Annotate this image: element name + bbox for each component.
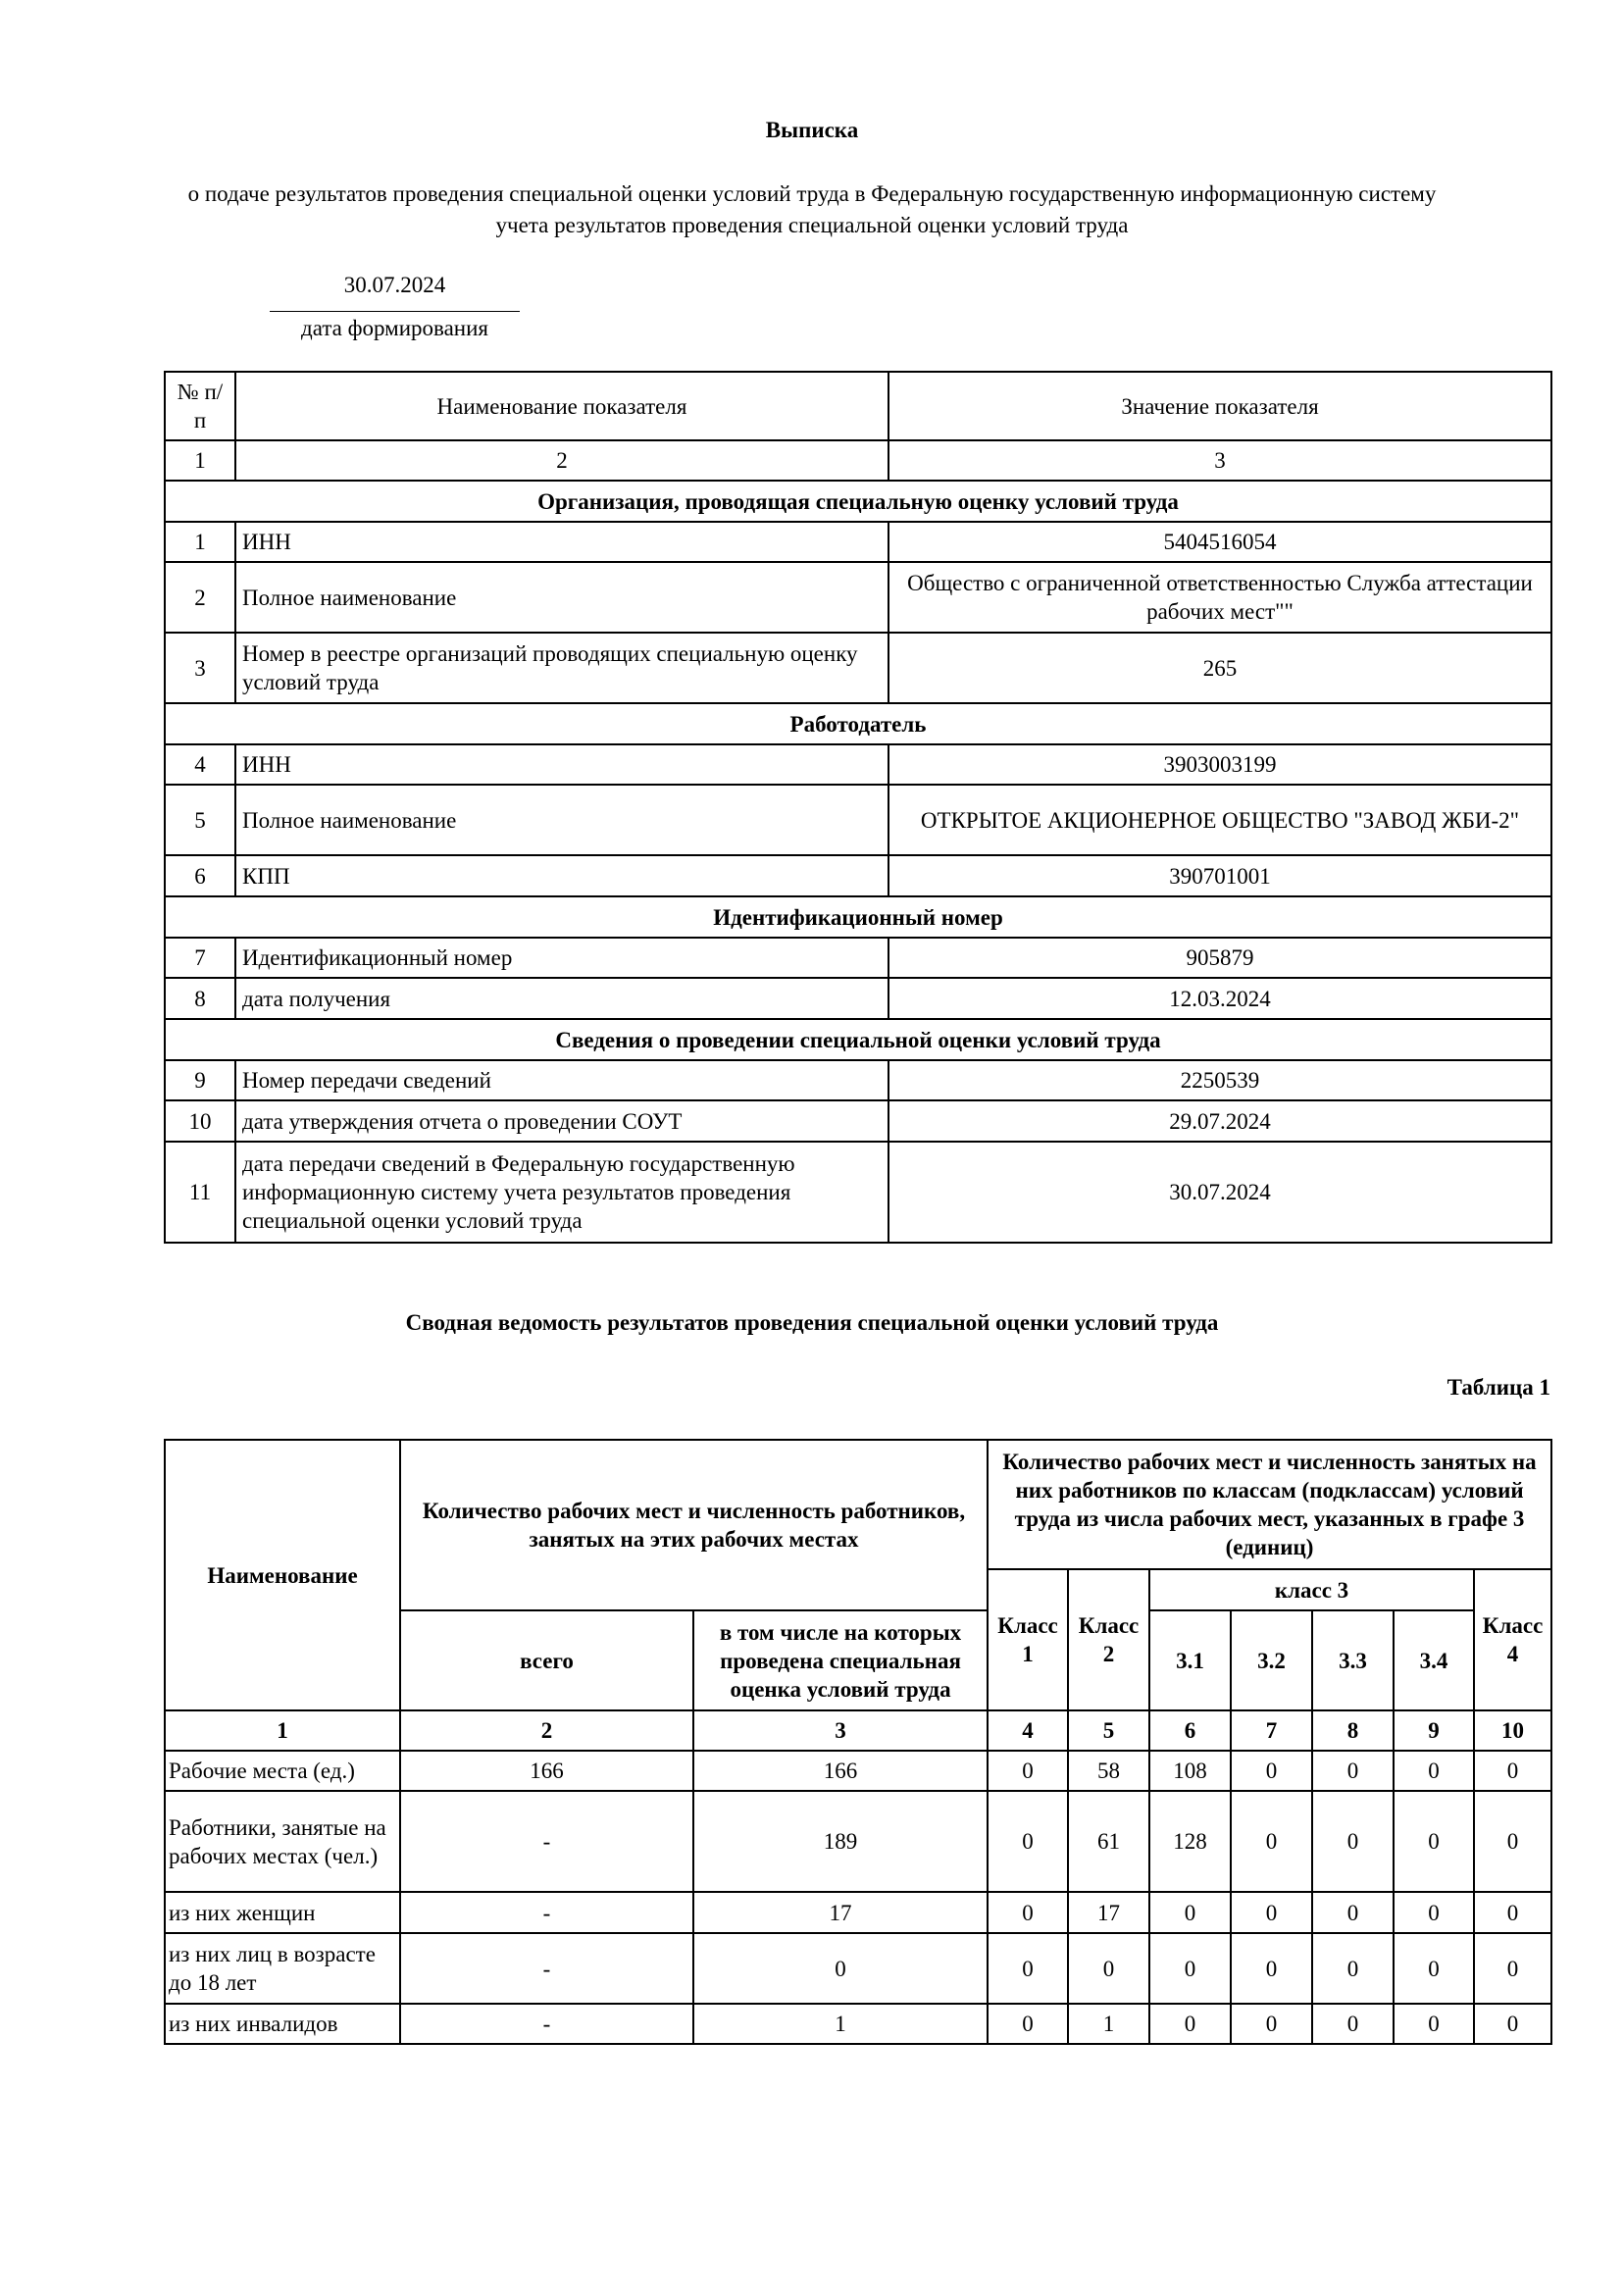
summary-cell: 0 (1149, 1892, 1231, 1933)
row-number: 1 (165, 522, 235, 562)
colnum-cell: 9 (1394, 1710, 1474, 1751)
row-number: 11 (165, 1142, 235, 1243)
colnum-cell: 10 (1474, 1710, 1551, 1751)
summary-cell: 0 (1312, 1751, 1394, 1791)
row-number: 5 (165, 785, 235, 855)
header-class-3: класс 3 (1149, 1569, 1474, 1610)
header-num: № п/п (165, 372, 235, 440)
section-info-title: Сведения о проведении специальной оценки условий труда (165, 1019, 1551, 1060)
summary-row-women (165, 1892, 1551, 1933)
section-employer-title: Работодатель (165, 703, 1551, 744)
summary-cell: 0 (1394, 1933, 1474, 2004)
summary-cell: 0 (1474, 1791, 1551, 1892)
row-value: 265 (888, 633, 1551, 703)
summary-cell: - (400, 1791, 693, 1892)
colnum-cell: 8 (1312, 1710, 1394, 1751)
summary-row-disabled (165, 2004, 1551, 2044)
summary-row-label: из них инвалидов (165, 2004, 400, 2044)
summary-cell: 0 (1068, 1933, 1149, 2004)
table-number-label: Таблица 1 (1446, 1375, 1550, 1400)
row-value: 29.07.2024 (888, 1100, 1551, 1142)
summary-cell: 0 (1474, 2004, 1551, 2044)
summary-cell: 0 (1149, 1933, 1231, 2004)
row-name: Полное наименование (235, 562, 888, 633)
summary-row-label: из них женщин (165, 1892, 400, 1933)
summary-cell: 189 (693, 1791, 988, 1892)
summary-table (164, 1439, 1552, 2045)
summary-row-label: из них лиц в возрасте до 18 лет (165, 1933, 400, 2004)
generation-date: 30.07.2024 (343, 273, 446, 297)
summary-cell: 1 (1068, 2004, 1149, 2044)
summary-cell: - (400, 2004, 693, 2044)
section-ident-title: Идентификационный номер (165, 896, 1551, 938)
header-name: Наименование показателя (235, 372, 888, 440)
row-value: 12.03.2024 (888, 978, 1551, 1019)
summary-cell: - (400, 1933, 693, 2004)
summary-row-workplaces (165, 1751, 1551, 1791)
row-value: 2250539 (888, 1060, 1551, 1100)
row-value: 5404516054 (888, 522, 1551, 562)
summary-cell: 61 (1068, 1791, 1149, 1892)
summary-cell: 0 (1312, 1892, 1394, 1933)
colnum-cell: 5 (1068, 1710, 1149, 1751)
summary-cell: 166 (400, 1751, 693, 1791)
summary-cell: 0 (1231, 1791, 1312, 1892)
summary-cell: 0 (988, 2004, 1068, 2044)
document-title: Выписка (765, 118, 859, 142)
row-name: Номер передачи сведений (235, 1060, 888, 1100)
summary-cell: 0 (1474, 1892, 1551, 1933)
row-value: 3903003199 (888, 744, 1551, 785)
info-row (165, 855, 1551, 896)
summary-cell: 0 (988, 1751, 1068, 1791)
section-row (165, 1019, 1551, 1060)
summary-cell: 0 (1149, 2004, 1231, 2044)
document-subtitle: о подаче результатов проведения специальной оценки условий труда в Федеральную государственную информационную систему учета результатов проведения специальной оценки условий труда (187, 181, 1437, 237)
summary-cell: 58 (1068, 1751, 1149, 1791)
section-row (165, 703, 1551, 744)
summary-header-row-1 (165, 1440, 1551, 1569)
header-classes-group: Количество рабочих мест и численность занятых на них работников по классам (подклассам) условий труда из числа рабочих мест, указанных в графе 3 (единиц) (988, 1440, 1551, 1569)
section-row (165, 481, 1551, 522)
header-total: всего (400, 1610, 693, 1710)
colnum-cell: 3 (888, 440, 1551, 481)
summary-cell: 17 (693, 1892, 988, 1933)
info-table-colnum-row (165, 440, 1551, 481)
row-number: 7 (165, 938, 235, 978)
row-name: ИНН (235, 744, 888, 785)
colnum-cell: 3 (693, 1710, 988, 1751)
info-row (165, 562, 1551, 633)
summary-cell: 0 (1312, 1791, 1394, 1892)
summary-cell: 128 (1149, 1791, 1231, 1892)
summary-cell: 0 (1474, 1933, 1551, 2004)
summary-cell: 166 (693, 1751, 988, 1791)
row-number: 6 (165, 855, 235, 896)
summary-heading: Сводная ведомость результатов проведения специальной оценки условий труда (405, 1310, 1219, 1335)
summary-row-workers (165, 1791, 1551, 1892)
row-number: 2 (165, 562, 235, 633)
info-row (165, 744, 1551, 785)
summary-cell: 0 (1394, 1751, 1474, 1791)
header-class-4: Класс 4 (1474, 1569, 1551, 1710)
header-class-3-2: 3.2 (1231, 1610, 1312, 1710)
summary-cell: 0 (1312, 2004, 1394, 2044)
header-class-1: Класс 1 (988, 1569, 1068, 1710)
summary-colnum-row (165, 1710, 1551, 1751)
row-number: 4 (165, 744, 235, 785)
info-row (165, 785, 1551, 855)
summary-cell: 0 (988, 1933, 1068, 2004)
summary-cell: 1 (693, 2004, 988, 2044)
summary-cell: 0 (1231, 1933, 1312, 2004)
colnum-cell: 2 (235, 440, 888, 481)
header-class-3-1: 3.1 (1149, 1610, 1231, 1710)
header-class-3-3: 3.3 (1312, 1610, 1394, 1710)
info-row (165, 1060, 1551, 1100)
summary-cell: 0 (1474, 1751, 1551, 1791)
summary-cell: 0 (988, 1791, 1068, 1892)
info-table-header-row (165, 372, 1551, 440)
summary-cell: 0 (1231, 1751, 1312, 1791)
header-value: Значение показателя (888, 372, 1551, 440)
row-value: Общество с ограниченной ответственностью Служба аттестации рабочих мест"" (888, 562, 1551, 633)
colnum-cell: 7 (1231, 1710, 1312, 1751)
header-class-2: Класс 2 (1068, 1569, 1149, 1710)
section-row (165, 896, 1551, 938)
summary-cell: 17 (1068, 1892, 1149, 1933)
summary-cell: 0 (1394, 2004, 1474, 2044)
summary-cell: 0 (1394, 1892, 1474, 1933)
header-workplaces-group: Количество рабочих мест и численность работников, занятых на этих рабочих местах (400, 1440, 988, 1610)
colnum-cell: 1 (165, 1710, 400, 1751)
info-row (165, 633, 1551, 703)
row-number: 10 (165, 1100, 235, 1142)
row-number: 3 (165, 633, 235, 703)
summary-cell: 0 (1231, 1892, 1312, 1933)
summary-cell: 0 (988, 1892, 1068, 1933)
info-row (165, 978, 1551, 1019)
header-assessed: в том числе на которых проведена специальная оценка условий труда (693, 1610, 988, 1710)
summary-row-minors (165, 1933, 1551, 2004)
row-name: дата получения (235, 978, 888, 1019)
row-name: Номер в реестре организаций проводящих специальную оценку условий труда (235, 633, 888, 703)
row-value: 390701001 (888, 855, 1551, 896)
summary-row-label: Рабочие места (ед.) (165, 1751, 400, 1791)
row-number: 8 (165, 978, 235, 1019)
info-row (165, 522, 1551, 562)
row-name: Полное наименование (235, 785, 888, 855)
row-name: ИНН (235, 522, 888, 562)
row-value: 905879 (888, 938, 1551, 978)
info-row (165, 1100, 1551, 1142)
info-table (164, 371, 1552, 1244)
generation-date-underline (270, 311, 520, 312)
row-name: дата передачи сведений в Федеральную государственную информационную систему учета результатов проведения специальной оценки условий труда (235, 1142, 888, 1243)
summary-row-label: Работники, занятые на рабочих местах (чел.) (165, 1791, 400, 1892)
colnum-cell: 6 (1149, 1710, 1231, 1751)
colnum-cell: 1 (165, 440, 235, 481)
generation-date-label: дата формирования (301, 316, 488, 340)
section-org-title: Организация, проводящая специальную оценку условий труда (165, 481, 1551, 522)
colnum-cell: 2 (400, 1710, 693, 1751)
row-number: 9 (165, 1060, 235, 1100)
info-row (165, 938, 1551, 978)
summary-cell: 0 (693, 1933, 988, 2004)
row-name: Идентификационный номер (235, 938, 888, 978)
summary-cell: 0 (1312, 1933, 1394, 2004)
summary-cell: 0 (1394, 1791, 1474, 1892)
row-name: КПП (235, 855, 888, 896)
header-name: Наименование (165, 1440, 400, 1710)
colnum-cell: 4 (988, 1710, 1068, 1751)
summary-cell: 0 (1231, 2004, 1312, 2044)
row-value: ОТКРЫТОЕ АКЦИОНЕРНОЕ ОБЩЕСТВО "ЗАВОД ЖБИ-2" (888, 785, 1551, 855)
row-name: дата утверждения отчета о проведении СОУТ (235, 1100, 888, 1142)
row-value: 30.07.2024 (888, 1142, 1551, 1243)
info-row (165, 1142, 1551, 1243)
header-class-3-4: 3.4 (1394, 1610, 1474, 1710)
summary-cell: 108 (1149, 1751, 1231, 1791)
summary-cell: - (400, 1892, 693, 1933)
